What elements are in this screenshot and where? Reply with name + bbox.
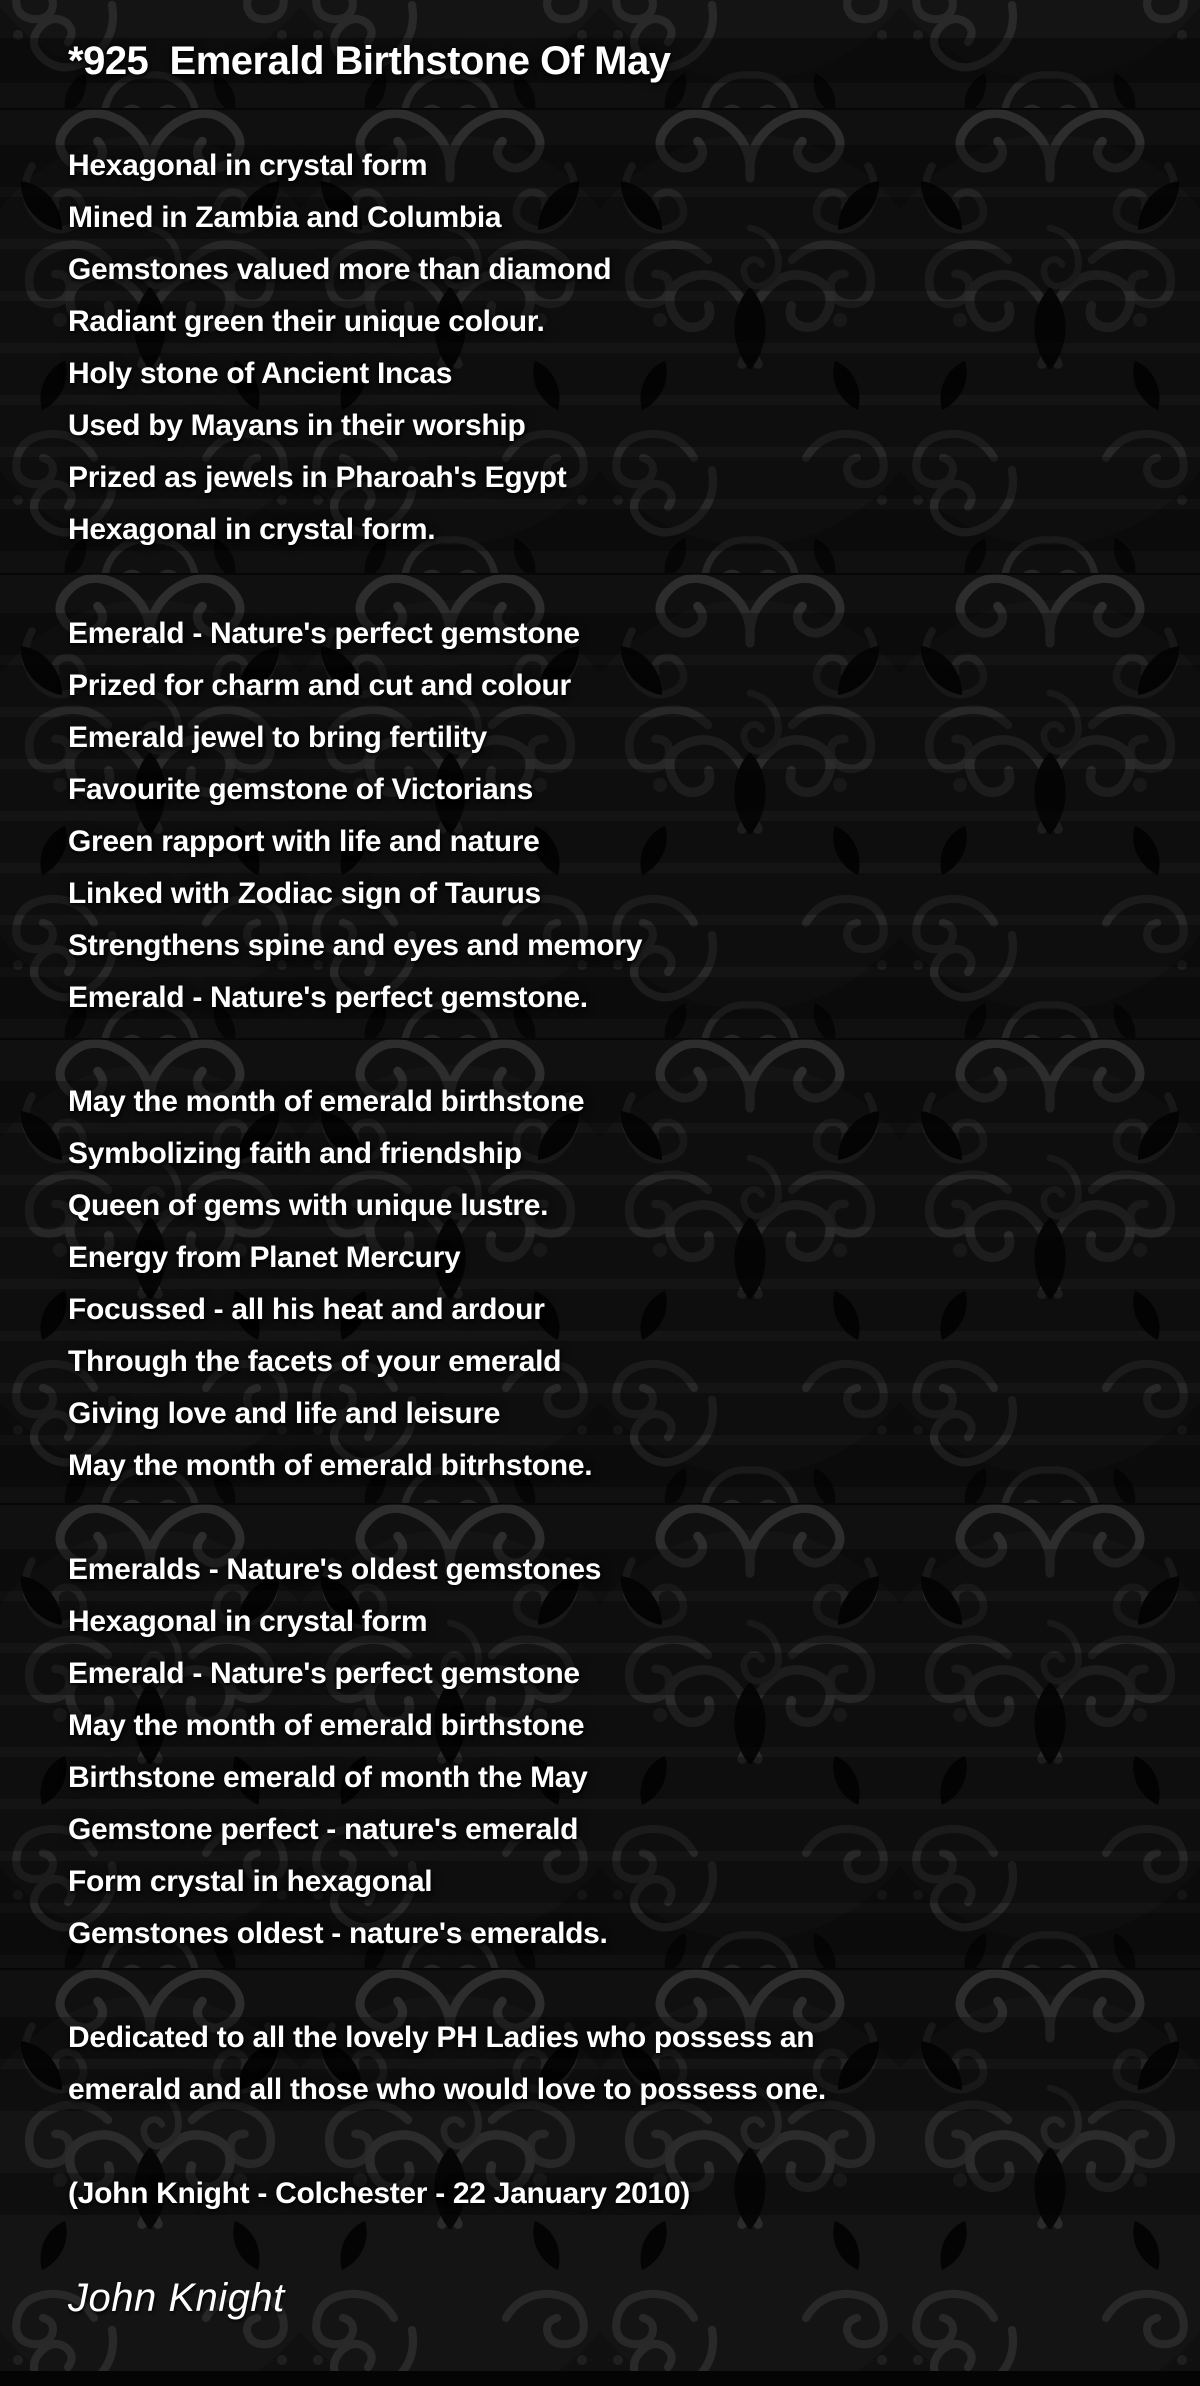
poem-line: Prized for charm and cut and colour: [0, 660, 1200, 712]
stanza-2: [0, 608, 1200, 1024]
poem-line: Birthstone emerald of month the May: [0, 1752, 1200, 1804]
poem-line: Gemstones valued more than diamond: [0, 244, 1200, 296]
poem-line: May the month of emerald birthstone: [0, 1076, 1200, 1128]
poet-signature: John Knight: [68, 2276, 285, 2320]
poem-line: Form crystal in hexagonal: [0, 1856, 1200, 1908]
poem-line: Radiant green their unique colour.: [0, 296, 1200, 348]
poem-line: Green rapport with life and nature: [0, 816, 1200, 868]
poem-line: Queen of gems with unique lustre.: [0, 1180, 1200, 1232]
poem-line: May the month of emerald birthstone: [0, 1700, 1200, 1752]
stanza-4: [0, 1544, 1200, 1960]
poem-line: Emeralds - Nature's oldest gemstones: [0, 1544, 1200, 1596]
poem-line: Holy stone of Ancient Incas: [0, 348, 1200, 400]
poem-title: *925 Emerald Birthstone Of May: [0, 36, 1200, 86]
poem-line: Energy from Planet Mercury: [0, 1232, 1200, 1284]
poem-line: Emerald - Nature's perfect gemstone.: [0, 972, 1200, 1024]
poem-line: Hexagonal in crystal form.: [0, 504, 1200, 556]
poem-line: Emerald jewel to bring fertility: [0, 712, 1200, 764]
dedication-line: emerald and all those who would love to possess one.: [0, 2064, 1200, 2116]
poem-line: May the month of emerald bitrhstone.: [0, 1440, 1200, 1492]
poem-line: Used by Mayans in their worship: [0, 400, 1200, 452]
poem-line: Mined in Zambia and Columbia: [0, 192, 1200, 244]
poem-line: Emerald - Nature's perfect gemstone: [0, 1648, 1200, 1700]
poem-line: Favourite gemstone of Victorians: [0, 764, 1200, 816]
poem-line: Strengthens spine and eyes and memory: [0, 920, 1200, 972]
stanza-3: [0, 1076, 1200, 1492]
poem-line: Giving love and life and leisure: [0, 1388, 1200, 1440]
poem-line: Linked with Zodiac sign of Taurus: [0, 868, 1200, 920]
stanza-1: [0, 140, 1200, 556]
poem-line: Hexagonal in crystal form: [0, 1596, 1200, 1648]
poem-line: Focussed - all his heat and ardour: [0, 1284, 1200, 1336]
dedication: [0, 2012, 1200, 2116]
poem-line: Gemstones oldest - nature's emeralds.: [0, 1908, 1200, 1960]
poem-line: Symbolizing faith and friendship: [0, 1128, 1200, 1180]
poem-line: Gemstone perfect - nature's emerald: [0, 1804, 1200, 1856]
bottom-edge-bar: [0, 2371, 1200, 2386]
attribution: (John Knight - Colchester - 22 January 2010): [0, 2168, 1200, 2220]
dedication-line: Dedicated to all the lovely PH Ladies who possess an: [0, 2012, 1200, 2064]
poem-line: Through the facets of your emerald: [0, 1336, 1200, 1388]
attribution-block: [0, 2168, 1200, 2220]
poem-line: Hexagonal in crystal form: [0, 140, 1200, 192]
poem-line: Emerald - Nature's perfect gemstone: [0, 608, 1200, 660]
poem-line: Prized as jewels in Pharoah's Egypt: [0, 452, 1200, 504]
